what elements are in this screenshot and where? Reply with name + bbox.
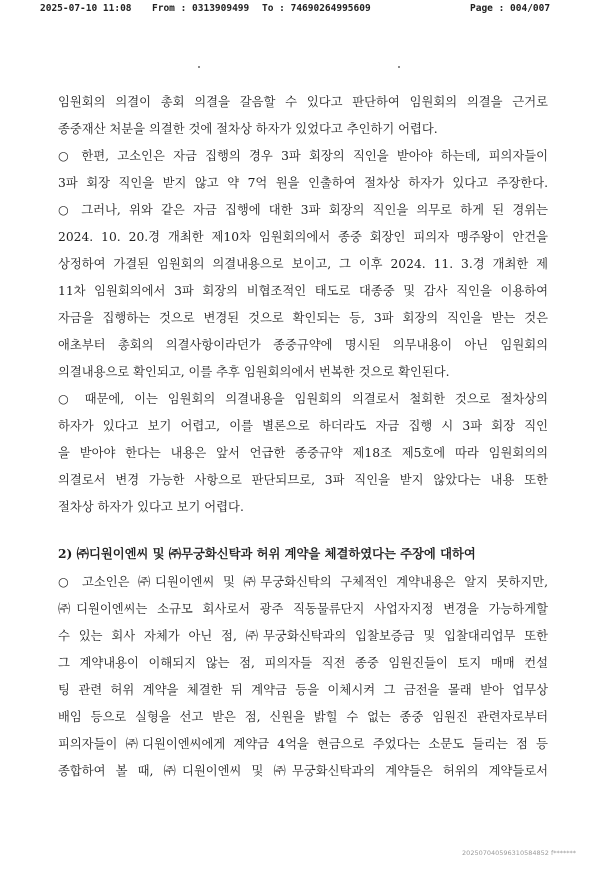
text-line: ○ 때문에, 이는 임원회의 의결내용을 임원회의 의결로서 철회한 것으로 절차상의 xyxy=(58,392,548,406)
fax-datetime: 2025-07-10 11:08 xyxy=(40,3,132,14)
text-line: 2024. 10. 20.경 개최한 제10차 임원회의에서 종중 회장인 피의자 맹주왕이 안건을 xyxy=(58,230,548,244)
section-heading: 2) ㈜디원이엔씨 및 ㈜무궁화신탁과 허위 계약을 체결하였다는 주장에 대하여 xyxy=(58,546,476,561)
text-line: 배임 등으로 실형을 선고 받은 점, 신원을 밝힐 수 없는 종중 임원진 관련자로부터 xyxy=(58,710,548,724)
text-line: 의결로서 변경 가능한 사항으로 판단되므로, 3파 직인을 받지 않았다는 내용 또한 xyxy=(58,473,548,487)
text-line: ○ 고소인은 ㈜디원이엔씨 및 ㈜무궁화신탁의 구체적인 계약내용은 알지 못하지만, xyxy=(58,575,548,589)
text-line: 하자가 있다고 보기 어렵고, 이를 별론으로 하더라도 자금 집행 시 3파 회장 직인 xyxy=(58,419,548,433)
scan-speck xyxy=(198,66,200,68)
fax-page-number: Page : 004/007 xyxy=(470,3,551,14)
text-line: 그 계약내용이 이해되지 않는 점, 피의자들 직전 종중 임원진들이 토지 매매 컨설 xyxy=(58,656,548,670)
text-line: 을 받아야 한다는 내용은 앞서 언급한 종중규약 제18조 제5호에 따라 임원회의의 xyxy=(58,446,548,460)
text-line: 절차상 하자가 있다고 보기 어렵다. xyxy=(58,500,244,514)
document-footer-id: 20250704059631058485​2 f******* xyxy=(462,849,576,857)
text-line: 3파 회장 직인을 받지 않고 약 7억 원을 인출하여 절차상 하자가 있다고 주장한다. xyxy=(58,176,548,190)
text-line: 의결내용으로 확인되고, 이를 추후 임원회의에서 번복한 것으로 확인된다. xyxy=(58,365,450,379)
text-line: 상정하여 가결된 임원회의 의결내용으로 보이고, 그 이후 2024. 11. 3.경 개최한 제 xyxy=(58,257,548,271)
text-line: 수 있는 회사 자체가 아닌 점, ㈜무궁화신탁과의 입찰보증금 및 입찰대리업무 또한 xyxy=(58,629,548,643)
document-body xyxy=(58,91,548,521)
section-2 xyxy=(58,543,548,813)
text-line: 자금을 집행하는 것으로 변경된 것으로 확인되는 등, 3파 회장의 직인을 받는 것은 xyxy=(58,311,548,325)
text-line: 애초부터 총회의 의결사항이라던가 종중규약에 명시된 의무내용이 아닌 임원회의 xyxy=(58,338,548,352)
text-line: 11차 임원회의에서 3파 회장의 비협조적인 태도로 대종중 및 감사 직인을 이용하여 xyxy=(58,284,548,298)
text-line: 팅 관련 허위 계약을 체결한 뒤 계약금 등을 이체시켜 그 금전을 몰래 받아 업무상 xyxy=(58,683,548,697)
fax-header xyxy=(0,0,600,18)
fax-from: From : 0313909499 xyxy=(152,3,250,14)
scan-speck xyxy=(398,66,400,68)
text-line: 종중재산 처분을 의결한 것에 절차상 하자가 있었다고 추인하기 어렵다. xyxy=(58,122,438,136)
text-line: 임원회의 의결이 총회 의결을 갈음할 수 있다고 판단하여 임원회의 의결을 근거로 xyxy=(58,95,548,109)
text-line: ㈜디원이엔씨는 소규모 회사로서 광주 직동물류단지 사업자지정 변경을 가능하게할 xyxy=(58,602,548,616)
text-line: ○ 한편, 고소인은 자금 집행의 경우 3파 회장의 직인을 받아야 하는데, 피의자들이 xyxy=(58,149,548,163)
text-line: 피의자들이 ㈜디원이엔씨에게 계약금 4억을 현금으로 주었다는 소문도 들리는 점 등 xyxy=(58,737,548,751)
text-line: 종합하여 볼 때, ㈜디원이엔씨 및 ㈜무궁화신탁과의 계약들은 허위의 계약들로서 xyxy=(58,764,548,778)
text-line: ○ 그러나, 위와 같은 자금 집행에 대한 3파 회장의 직인을 의무로 하게 된 경위는 xyxy=(58,203,548,217)
fax-to: To : 74690264995609 xyxy=(262,3,371,14)
